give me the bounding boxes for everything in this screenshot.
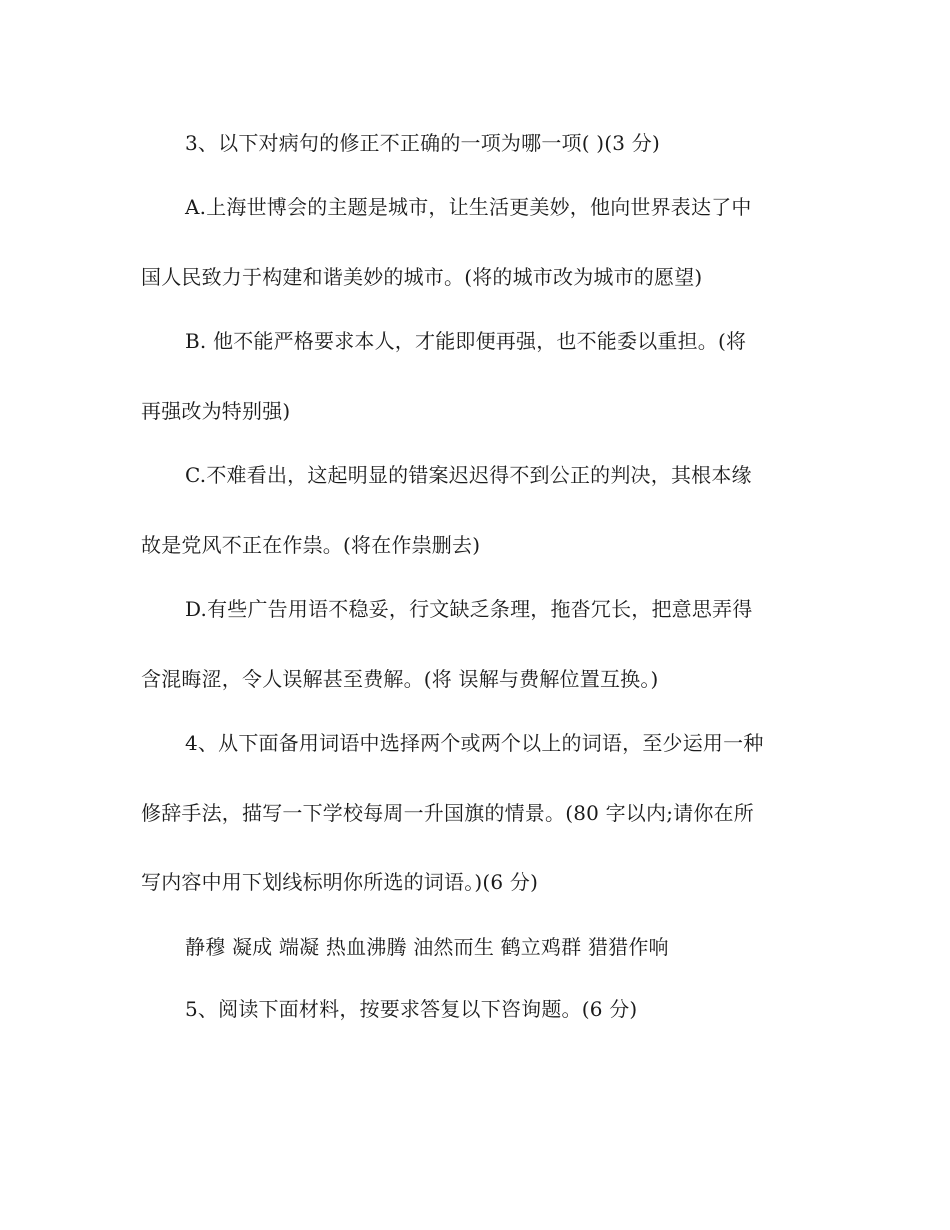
word-bank: 静穆 凝成 端凝 热血沸腾 油然而生 鹤立鸡群 猎猎作响 [185, 935, 669, 959]
question-3-stem: 3、以下对病句的修正不正确的一项为哪一项( )(3 分) [185, 131, 660, 155]
option-a-line-1: A.上海世博会的主题是城市，让生活更美妙，他向世界表达了中 [185, 195, 752, 219]
option-a-line-2: 国人民致力于构建和谐美妙的城市。(将的城市改为城市的愿望) [141, 265, 703, 289]
question-4-line-3: 写内容中用下划线标明你所选的词语。)(6 分) [141, 870, 539, 894]
question-4-line-1: 4、从下面备用词语中选择两个或两个以上的词语，至少运用一种 [185, 731, 764, 755]
option-c-line-1: C.不难看出，这起明显的错案迟迟得不到公正的判决，其根本缘 [185, 463, 752, 487]
option-d-line-2: 含混晦涩，令人误解甚至费解。(将 误解与费解位置互换。) [141, 667, 659, 691]
option-b-line-1: B. 他不能严格要求本人，才能即便再强，也不能委以重担。(将 [185, 329, 747, 353]
option-c-line-2: 故是党风不正在作祟。(将在作祟删去) [141, 533, 481, 557]
option-b-line-2: 再强改为特别强) [141, 399, 291, 423]
question-4-line-2: 修辞手法，描写一下学校每周一升国旗的情景。(80 字以内;请你在所 [141, 801, 754, 825]
question-5-stem: 5、阅读下面材料，按要求答复以下咨询题。(6 分) [185, 997, 638, 1021]
option-d-line-1: D.有些广告用语不稳妥，行文缺乏条理，拖沓冗长，把意思弄得 [185, 597, 753, 621]
